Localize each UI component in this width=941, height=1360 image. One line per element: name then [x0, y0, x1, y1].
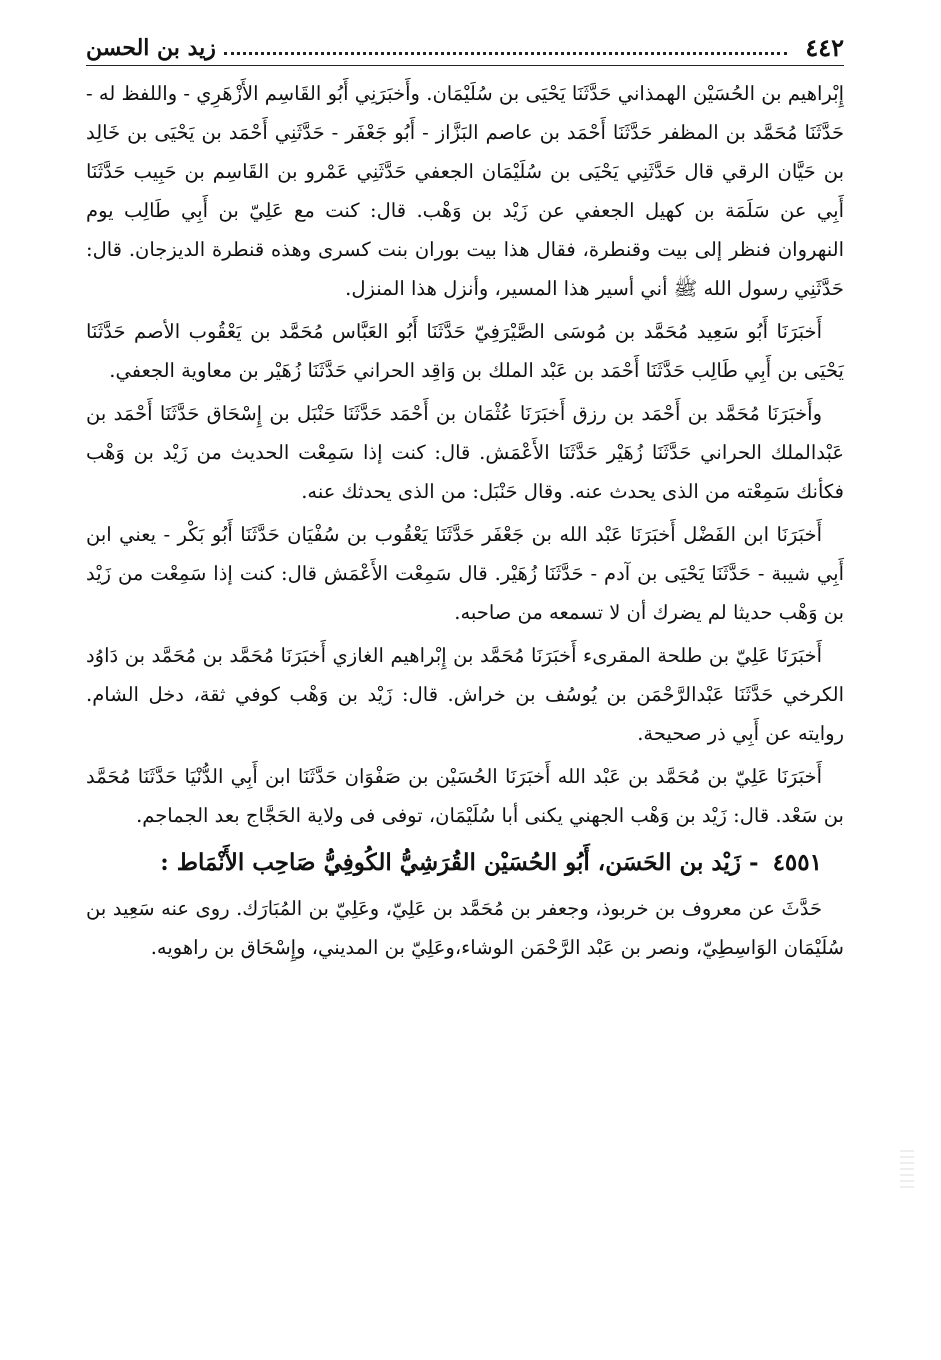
book-page — [86, 32, 844, 1332]
entry-paragraph: حَدَّثَ عن معروف بن خربوذ، وجعفر بن مُحَمَّد بن عَلِيّ، وعَلِيّ بن المُبَارَك. روى عنه سَعِيد بن سُلَيْمَان الوَاسِطِيّ، ونصر بن عَبْد الرَّحْمَن الوشاء،وعَلِيّ بن المديني، وإِسْحَاق بن راهويه. — [86, 897, 844, 959]
page-header — [86, 32, 844, 66]
entry-number: ٤٥٥١ — [772, 849, 822, 876]
paragraph: أَخبَرَنَا عَلِيّ بن طلحة المقرىء أَخبَرَنَا مُحَمَّد بن إِبْراهيم الغازي أَخبَرَنَا مُحَمَّد بن مُحَمَّد بن دَاوُد الكرخي حَدَّثَنَا عَبْدالرَّحْمَن بن يُوسُف بن خراش. قال: زَيْد بن وَهْب كوفي ثقة، دخل الشام. روايته عن أَبِي ذر صحيحة. — [86, 644, 844, 745]
margin-smudge — [900, 1150, 914, 1190]
paragraph: إِبْراهيم بن الحُسَيْن الهمذاني حَدَّثَنَا يَحْيَى بن سُلَيْمَان. وأَخبَرَنِي أَبُو القَاسِم الأَزْهَرِي - واللفظ له - حَدَّثَنَا مُحَمَّد بن المظفر حَدَّثَنَا أَحْمَد بن عاصم البَزَّاز - أَبُو جَعْفَر - حَدَّثَنِي أَحْمَد بن يَحْيَى بن خَالِد بن حَيَّان الرقي قال حَدَّثَنِي يَحْيَى بن سُلَيْمَان الجعفي حَدَّثَنِي عَمْرو بن القَاسِم بن حَبِيب حَدَّثَنَا أَبِي عن سَلَمَة بن كهيل الجعفي عن زَيْد بن وَهْب. قال: كنت مع عَلِيّ بن أَبِي طَالِب يوم النهروان فنظر إلى بيت وقنطرة، فقال هذا بيت بوران بنت كسرى وهذه قنطرة الديزجان. قال: حَدَّثَنِي رسول الله ﷺ أني أسير هذا المسير، وأنزل هذا المنزل. — [86, 82, 844, 300]
paragraph: أَخبَرَنَا أَبُو سَعِيد مُحَمَّد بن مُوسَى الصَّيْرَفِيّ حَدَّثَنَا أَبُو العَبَّاس مُحَمَّد بن يَعْقُوب الأصم حَدَّثَنَا يَحْيَى بن أَبِي طَالِب حَدَّثَنَا أَحْمَد بن عَبْد الملك بن وَاقِد الحراني حَدَّثَنَا زُهَيْر بن معاوية الجعفي. — [86, 320, 844, 382]
header-dot-leader — [224, 52, 787, 55]
paragraph: وأَخبَرَنَا مُحَمَّد بن أَحْمَد بن رزق أَخبَرَنَا عُثْمَان بن أَحْمَد حَدَّثَنَا حَنْبَل بن إِسْحَاق حَدَّثَنَا أَحْمَد بن عَبْدالملك الحراني حَدَّثَنَا زُهَيْر حَدَّثَنَا الأَعْمَش. قال: كنت إذا سَمِعْت الحديث من زَيْد بن وَهْب فكأنك سَمِعْته من الذى يحدث عنه. وقال حَنْبَل: من الذى يحدثك عنه. — [86, 402, 844, 503]
paragraph: أَخبَرَنَا ابن الفَضْل أَخبَرَنَا عَبْد الله بن جَعْفَر حَدَّثَنَا يَعْقُوب بن سُفْيَان حَدَّثَنَا أَبُو بَكْر - يعني ابن أَبِي شيبة - حَدَّثَنَا يَحْيَى بن آدم - حَدَّثَنَا زُهَيْر. قال سَمِعْت الأَعْمَش قال: كنت إذا سَمِعْت من زَيْد بن وَهْب حديثا لم يضرك أن لا تسمعه من صاحبه. — [86, 523, 844, 624]
page-number: ٤٤٢ — [805, 33, 844, 62]
running-title: زيد بن الحسن — [86, 35, 216, 61]
page-body — [86, 74, 844, 967]
entry-heading — [86, 839, 844, 887]
entry-dash: - — [749, 849, 759, 876]
entry-title: زَيْد بن الحَسَن، أَبُو الحُسَيْن القُرَشِيُّ الكُوفِيُّ صَاحِب الأَنْمَاط : — [160, 849, 741, 876]
paragraph: أَخبَرَنَا عَلِيّ بن مُحَمَّد بن عَبْد الله أَخبَرَنَا الحُسَيْن بن صَفْوَان حَدَّثَنَا ابن أَبِي الدُّنْيَا حَدَّثَنَا مُحَمَّد بن سَعْد. قال: زَيْد بن وَهْب الجهني يكنى أبا سُلَيْمَان، توفى فى ولاية الحَجَّاج بعد الجماجم. — [86, 765, 844, 827]
